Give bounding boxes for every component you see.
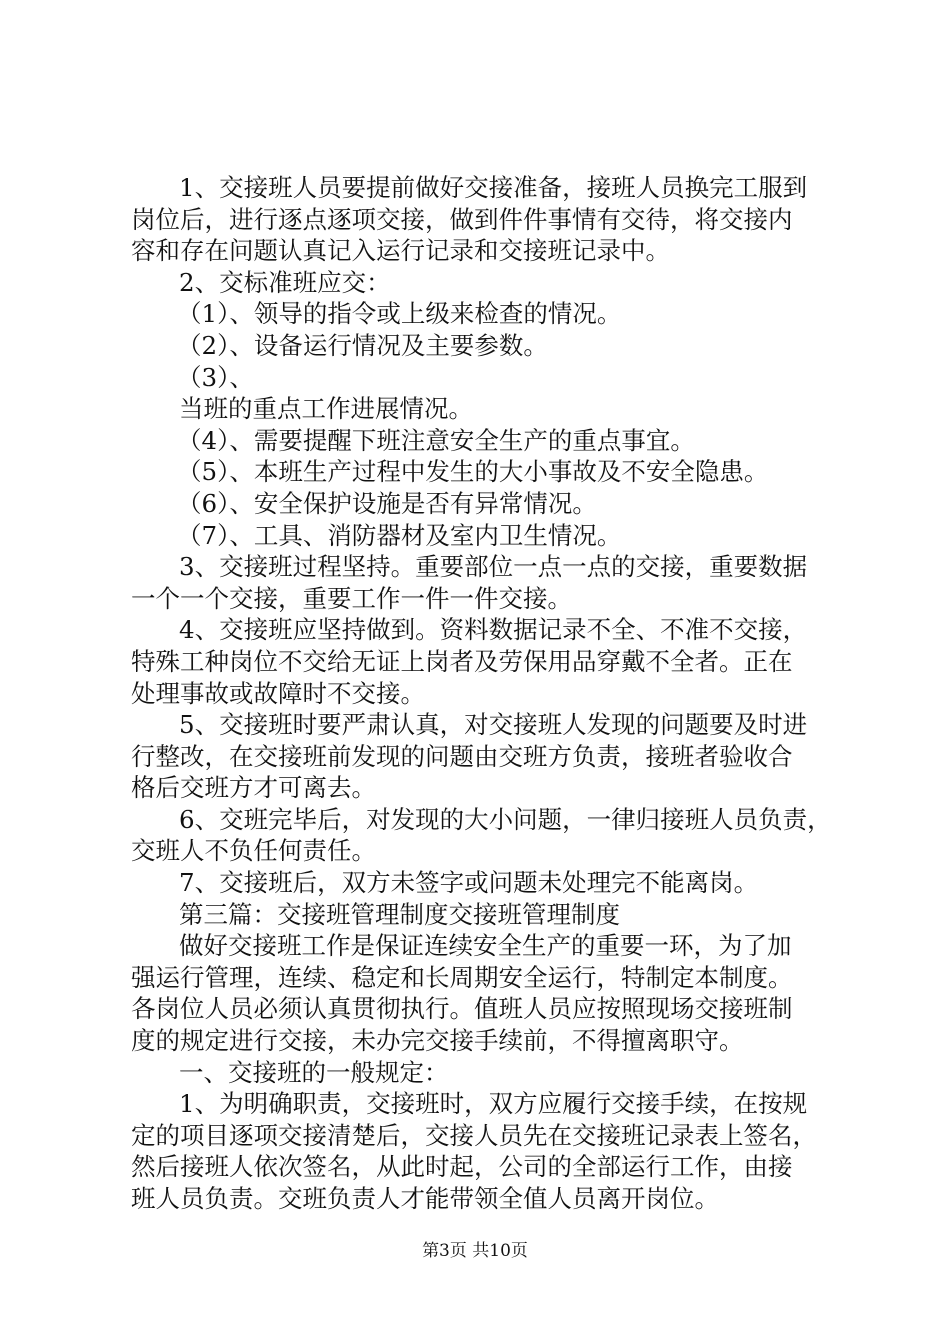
list-item: （1）、领导的指令或上级来检查的情况。 xyxy=(177,299,622,329)
paragraph-line: 做好交接班工作是保证连续安全生产的重要一环，为了加 xyxy=(179,931,792,961)
paragraph-line: 定的项目逐项交接清楚后，交接人员先在交接班记录表上签名， xyxy=(131,1120,817,1150)
page-number: 第3页 共10页 xyxy=(422,1241,528,1261)
paragraph-line: 强运行管理，连续、稳定和长周期安全运行，特制定本制度。 xyxy=(131,962,793,992)
list-item: （2）、设备运行情况及主要参数。 xyxy=(177,330,548,360)
list-item: 当班的重点工作进展情况。 xyxy=(179,394,473,424)
paragraph-line: 5、交接班时要严肃认真，对交接班人发现的问题要及时进 xyxy=(179,710,808,740)
page-footer xyxy=(0,1240,950,1262)
paragraph-line: 容和存在问题认真记入运行记录和交接班记录中。 xyxy=(131,236,670,266)
paragraph-line: 3、交接班过程坚持。重要部位一点一点的交接，重要数据 xyxy=(179,552,808,582)
paragraph-line: 7、交接班后，双方未签字或问题未处理完不能离岗。 xyxy=(179,868,759,898)
paragraph-line: 1、交接班人员要提前做好交接准备，接班人员换完工服到 xyxy=(179,173,808,202)
list-item: （7）、工具、消防器材及室内卫生情况。 xyxy=(177,520,622,550)
list-item: （3）、 xyxy=(177,362,254,392)
subsection-heading: 一、交接班的一般规定： xyxy=(179,1057,449,1087)
paragraph-line: 行整改，在交接班前发现的问题由交班方负责，接班者验收合 xyxy=(131,741,793,771)
paragraph-line: 班人员负责。交班负责人才能带领全值人员离开岗位。 xyxy=(131,1184,719,1213)
list-item: （6）、安全保护设施是否有异常情况。 xyxy=(177,488,597,518)
paragraph-line: 4、交接班应坚持做到。资料数据记录不全、不准不交接， xyxy=(179,615,808,645)
paragraph-line: 交班人不负任何责任。 xyxy=(131,836,376,866)
paragraph-line: 1、为明确职责，交接班时，双方应履行交接手续，在按规 xyxy=(179,1089,808,1119)
paragraph-line: 6、交班完毕后，对发现的大小问题，一律归接班人员负责， xyxy=(179,804,832,834)
list-item: （4）、需要提醒下班注意安全生产的重点事宜。 xyxy=(177,425,695,455)
paragraph-line: 特殊工种岗位不交给无证上岗者及劳保用品穿戴不全者。正在 xyxy=(131,646,793,676)
paragraph-line: 然后接班人依次签名，从此时起，公司的全部运行工作，由接 xyxy=(131,1152,793,1182)
paragraph-line: 岗位后，进行逐点逐项交接，做到件件事情有交待，将交接内 xyxy=(131,204,793,234)
section-heading: 第三篇：交接班管理制度交接班管理制度 xyxy=(179,899,620,929)
list-item: （5）、本班生产过程中发生的大小事故及不安全隐患。 xyxy=(177,457,769,487)
paragraph-line: 各岗位人员必须认真贯彻执行。值班人员应按照现场交接班制 xyxy=(131,994,793,1024)
paragraph-line: 2、交标准班应交： xyxy=(179,267,391,297)
paragraph-line: 格后交班方才可离去。 xyxy=(131,773,376,803)
document-body xyxy=(131,172,831,1215)
paragraph-line: 度的规定进行交接，未办完交接手续前，不得擅离职守。 xyxy=(131,1026,744,1056)
paragraph-line: 处理事故或故障时不交接。 xyxy=(131,678,425,708)
paragraph-line: 一个一个交接，重要工作一件一件交接。 xyxy=(131,583,572,613)
